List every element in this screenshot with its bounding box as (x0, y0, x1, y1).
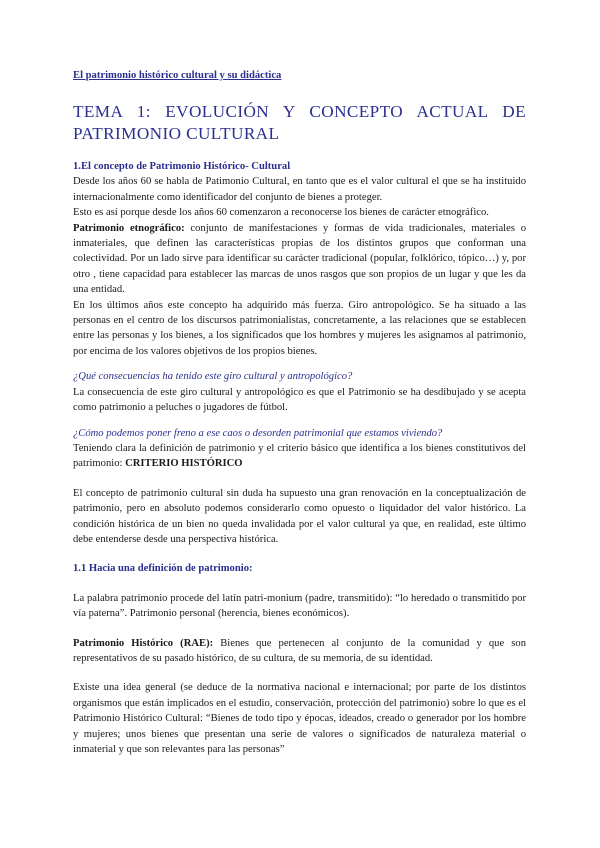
section-heading-1: 1.El concepto de Patrimonio Histórico- Cultural (73, 161, 291, 172)
term-label: Patrimonio Histórico (RAE): (73, 637, 214, 649)
section-heading-2: 1.1 Hacia una definición de patrimonio: (73, 563, 253, 575)
document-page (73, 70, 526, 757)
paragraph: En los últimos años este concepto ha adquirido más fuerza. Giro antropológico. Se ha situado a las personas en el centro de los discursos patrimonialistas, concretamente, a las relaciones que se establecen entre las personas y los bienes, a los significados que los hombres y mujeres les asignamos al patrimonio, por encima de los valores objetivos de los propios bienes. (73, 299, 526, 357)
spacer (73, 622, 526, 636)
question: ¿Cómo podemos poner freno a ese caos o desorden patrimonial que estamos viviendo? (73, 427, 443, 439)
criterion-label: CRITERIO HISTÓRICO (125, 458, 243, 470)
paragraph-definition (73, 636, 526, 667)
paragraph: El concepto de patrimonio cultural sin duda ha supuesto una gran renovación en la conceptualización de patrimonio, pero en absoluto podemos considerarlo como opuesto o liquidador del valor histórico. La condición histórica de un bien no queda invalidada por el valor cultural ya que, en realidad, este último debe entenderse desde una perspectiva histórica. (73, 487, 526, 545)
document-title: TEMA 1: EVOLUCIÓN Y CONCEPTO ACTUAL DE PATRIMONIO CULTURAL (73, 102, 526, 143)
document-header: El patrimonio histórico cultural y su didáctica (73, 70, 282, 81)
spacer (73, 416, 526, 426)
spacer (73, 472, 526, 486)
term-label: Patrimonio etnográfico: (73, 222, 185, 234)
paragraph: Existe una idea general (se deduce de la normativa nacional e internacional; por parte de los distintos organismos que están implicados en el estudio, conservación, protección del patrimonio) sobre lo que es el Patrimonio Histórico Cultural: “Bienes de todo tipo y épocas, ideados, creado o generador por los hombre y mujeres; unos bienes que presentan una serie de valores o significados de naturaleza material o inmaterial y que son relevantes para las personas” (73, 682, 526, 755)
paragraph-definition (73, 221, 526, 298)
answer: La consecuencia de este giro cultural y antropológico es que el Patrimonio se ha desdibujado y se acepta como patrimonio a peluches o jugadores de fútbol. (73, 386, 526, 414)
question: ¿Qué consecuencias ha tenido este giro cultural y antropológico? (73, 371, 353, 383)
spacer (73, 359, 526, 369)
spacer (73, 547, 526, 561)
paragraph: La palabra patrimonio procede del latín patri-monium (padre, transmitido): “lo heredado o transmitido por vía paterna”. Patrimonio personal (herencia, bienes económicos). (73, 592, 526, 620)
definition-text: Bienes que pertenecen al conjunto de la comunidad y que son representativos de su pasado histórico, de su cultura, de su memoria, de su identidad. (73, 637, 526, 664)
paragraph: Esto es así porque desde los años 60 comenzaron a reconocerse los bienes de carácter etnográfico. (73, 207, 489, 219)
answer-text: Teniendo clara la definición de patrimonio y el criterio básico que identifica a los bienes constitutivos del patrimonio: (73, 442, 526, 470)
paragraph: Desde los años 60 se habla de Patimonio Cultural, en tanto que es el valor cultural el que se ha instituido internacionalmente como identificador del conjunto de bienes a proteger. (73, 176, 526, 203)
spacer (73, 145, 526, 159)
definition-text: conjunto de manifestaciones y formas de vida tradicionales, materiales o inmateriales, que definen las características propias de los distintos grupos que conforman una colectividad. Por un lado sirve para identificar su carácter tradicional (popular, folklórico, tópico…) y, por otro , tiene capacidad para establecer las marcas de unos rasgos que son propios de un lugar y que les da una entidad. (73, 222, 526, 296)
answer (73, 441, 526, 472)
spacer (73, 666, 526, 680)
spacer (73, 577, 526, 591)
